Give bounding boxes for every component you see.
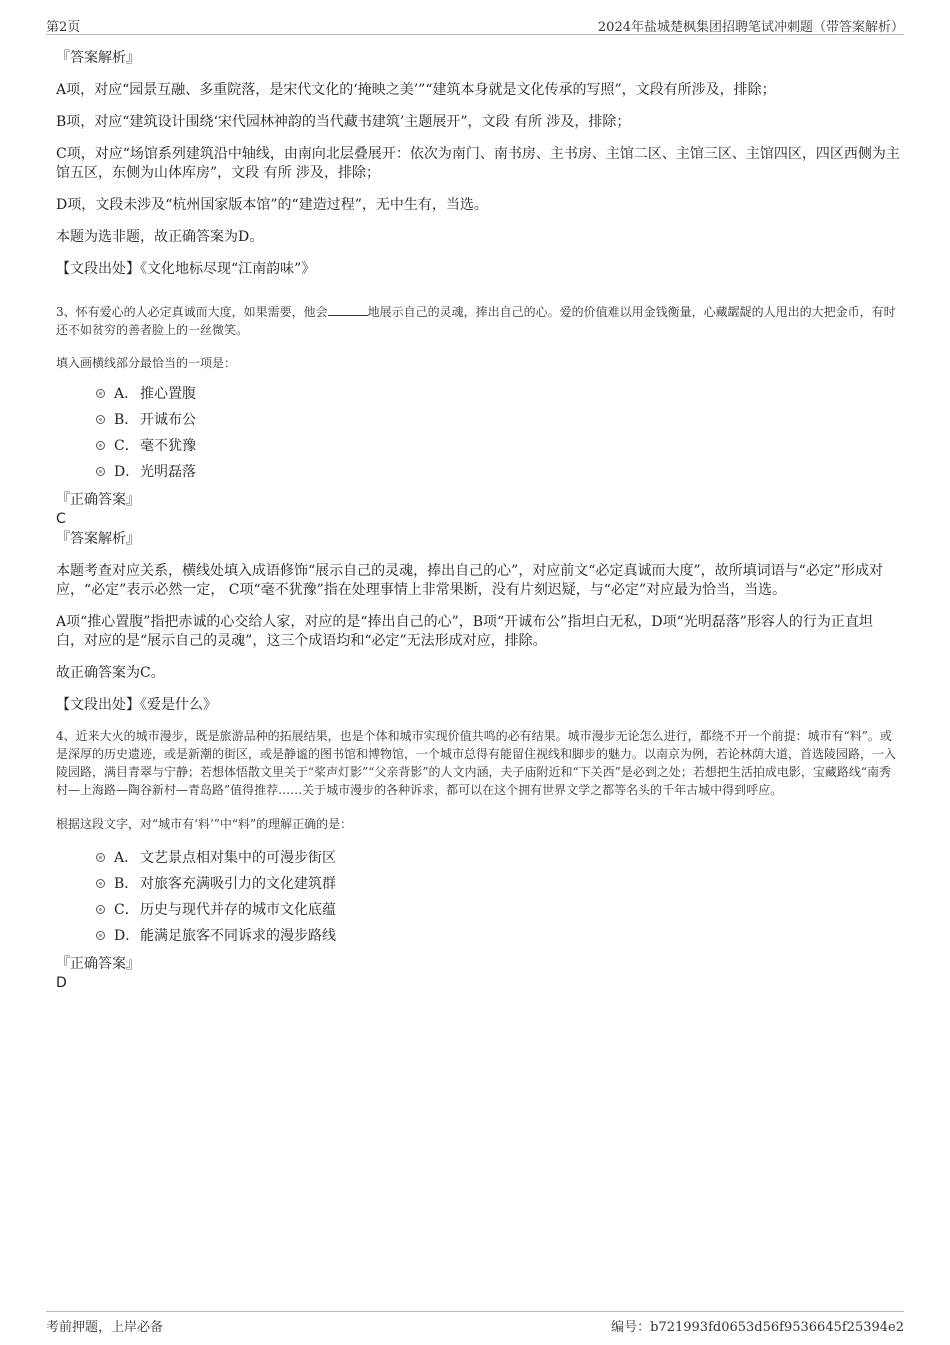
page-number: 第2页 [46, 20, 81, 35]
q4-prompt: 根据这段文字，对“城市有‘料’”中“料”的理解正确的是： [56, 817, 353, 831]
q3-option-c[interactable]: C．毫不犹豫 [56, 433, 900, 459]
q3-answer-label: 『正确答案』 [56, 492, 140, 508]
q3-analysis-main: 本题考查对应关系，横线处填入成语修饰“展示自己的灵魂，捧出自己的心”，对应前文“必定真诚而大度”，故所填词语与“必定”形成对应，“必定”表示必然一定， C项“毫不犹豫”指在处理事情上非常果断，没有片刻迟疑，与“必定”对应最为恰当，当选。 [56, 563, 883, 598]
radio-icon[interactable] [96, 853, 105, 862]
radio-icon[interactable] [96, 931, 105, 940]
q2-source: 【文段出处】《文化地标尽现“江南韵味”》 [56, 261, 316, 277]
page-footer [46, 1311, 904, 1334]
q4-question-text: 4、近来大火的城市漫步，既是旅游品种的拓展结果，也是个体和城市实现价值共鸣的必有结果。城市漫步无论怎么进行，都绕不开一个前提：城市有“料”。或是深厚的历史遗迹，或是新潮的街区，或是静谧的图书馆和博物馆，一个城市总得有能留住视线和脚步的魅力。以南京为例，若论林荫大道，首选陵园路，一入陵园路，满目青翠与宁静；若想体悟散文里关于“桨声灯影”“父亲背影”的人文内涵，夫子庙附近和“下关西”是必到之处；若想把生活拍成电影，宝藏路线“南秀村—上海路—陶谷新村—青岛路”值得推荐……关于城市漫步的各种诉求，都可以在这个拥有世界文学之都等名头的千年古城中得到呼应。 [56, 729, 897, 797]
q4-answer-label: 『正确答案』 [56, 956, 140, 972]
q3-conclusion: 故正确答案为C。 [56, 665, 165, 681]
q3-options [56, 381, 900, 485]
q3-option-a[interactable]: A． 推心置腹 [56, 381, 900, 407]
q3-source: 【文段出处】《爱是什么》 [56, 697, 217, 713]
radio-icon[interactable] [96, 441, 105, 450]
q3-question-text: 3、怀有爱心的人必定真诚而大度，如果需要，他会 地展示自己的灵魂，捧出自己的心。爱的价值难以用金钱衡量，心藏龌龊的人甩出的大把金币，有时还不如贫穷的善者脸上的一丝微笑。 [56, 305, 896, 337]
q4-options [56, 845, 900, 949]
q3-analysis-label: 『答案解析』 [56, 531, 140, 547]
q3-answer: C [56, 511, 66, 527]
q2-analysis-a: A项，对应“园景互融、多重院落，是宋代文化的‘掩映之美’”“建筑本身就是文化传承的写照”，文段有所涉及，排除； [56, 82, 776, 98]
radio-icon[interactable] [96, 879, 105, 888]
q2-analysis-d: D项，文段未涉及“杭州国家版本馆”的“建造过程”，无中生有，当选。 [56, 197, 488, 213]
radio-icon[interactable] [96, 415, 105, 424]
document-id: 编号：b721993fd0653d56f9536645f25394e2 [611, 1320, 904, 1335]
document-title: 2024年盐城楚枫集团招聘笔试冲刺题（带答案解析） [597, 20, 904, 35]
footer-slogan: 考前押题，上岸必备 [46, 1320, 164, 1335]
q3-option-b[interactable]: B． 开诚布公 [56, 407, 900, 433]
q4-option-a[interactable]: A． 文艺景点相对集中的可漫步街区 [56, 845, 900, 871]
page-content [56, 46, 900, 992]
radio-icon[interactable] [96, 905, 105, 914]
page-header [46, 14, 904, 35]
fill-blank [328, 303, 368, 316]
q4-option-d[interactable]: D．能满足旅客不同诉求的漫步路线 [56, 923, 900, 949]
q4-option-b[interactable]: B． 对旅客充满吸引力的文化建筑群 [56, 871, 900, 897]
q2-analysis-c: C项，对应“场馆系列建筑沿中轴线，由南向北层叠展开：依次为南门、南书房、主书房、主馆二区、主馆三区、主馆四区，四区西侧为主馆五区，东侧为山体库房”，文段 有所 涉及，排除； [56, 146, 900, 181]
q3-analysis-others: A项“推心置腹”指把赤诚的心交给人家，对应的是“捧出自己的心”，B项“开诚布公”指坦白无私，D项“光明磊落”形容人的行为正直坦白，对应的是“展示自己的灵魂”，这三个成语均和“必定”无法形成对应，排除。 [56, 614, 873, 649]
q4-option-c[interactable]: C．历史与现代并存的城市文化底蕴 [56, 897, 900, 923]
q2-analysis-b: B项，对应“建筑设计围绕‘宋代园林神韵的当代藏书建筑’主题展开”，文段 有所 涉及，排除； [56, 114, 631, 130]
q4-answer: D [56, 975, 67, 991]
q2-analysis-label: 『答案解析』 [56, 50, 140, 66]
radio-icon[interactable] [96, 467, 105, 476]
radio-icon[interactable] [96, 389, 105, 398]
q3-prompt: 填入画横线部分最恰当的一项是： [56, 356, 237, 370]
q3-option-d[interactable]: D．光明磊落 [56, 459, 900, 485]
q2-conclusion: 本题为选非题，故正确答案为D。 [56, 229, 264, 245]
